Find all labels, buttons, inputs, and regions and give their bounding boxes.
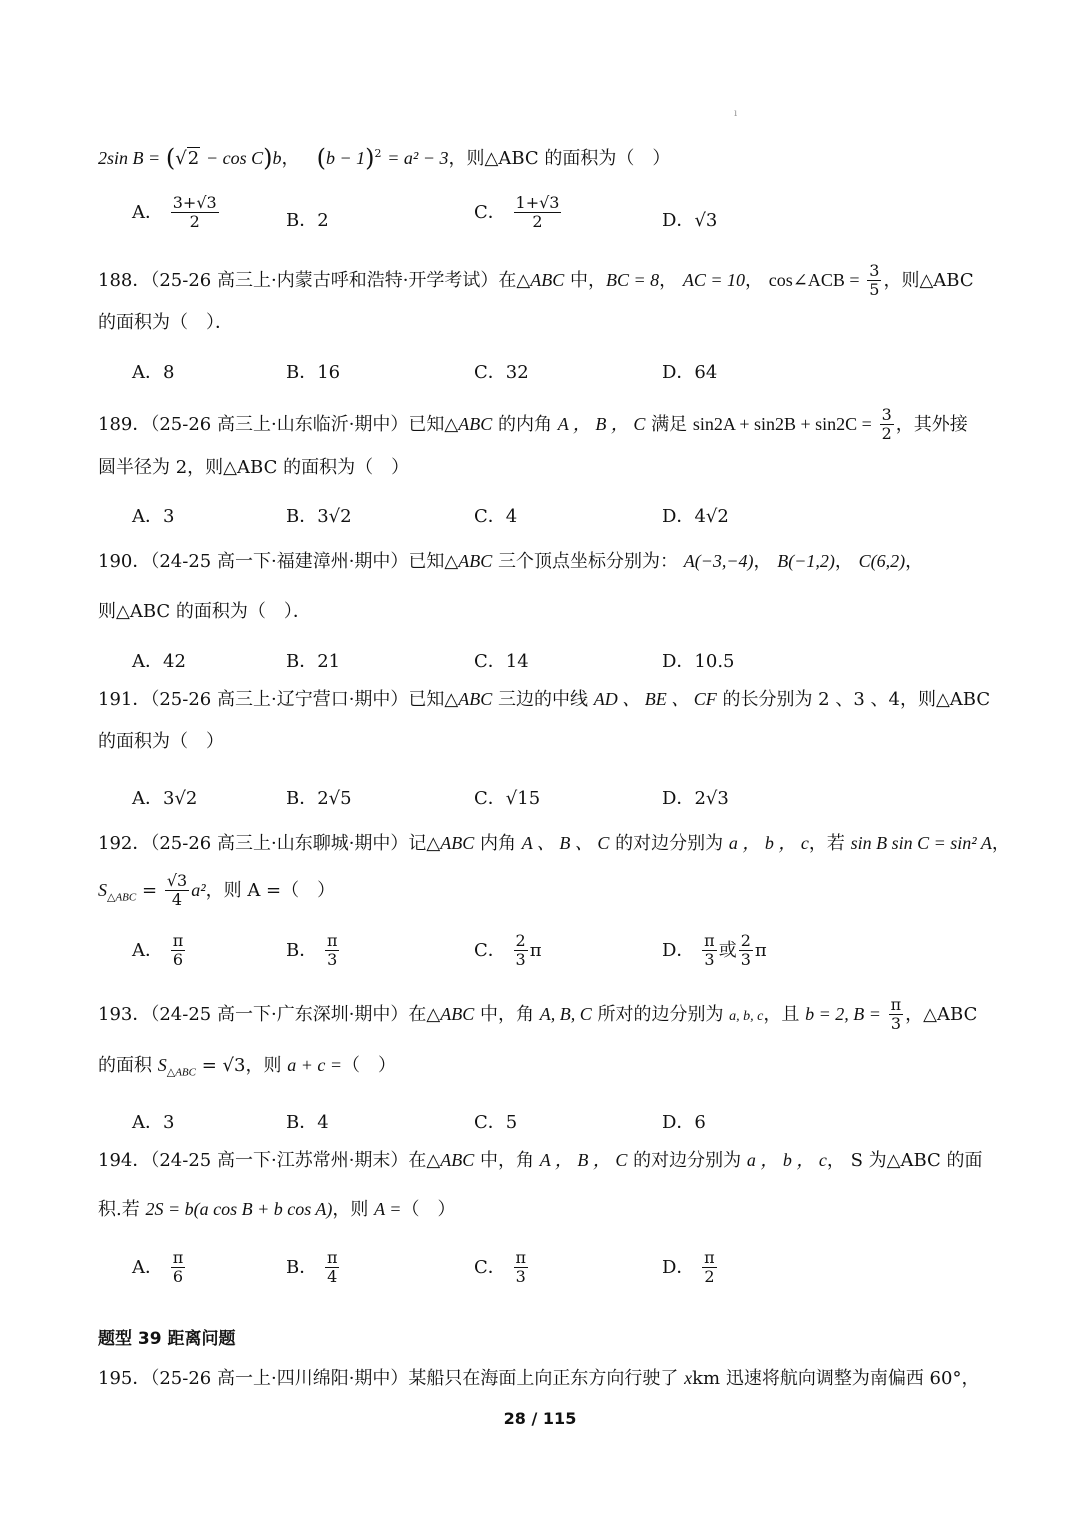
q188-option-d[interactable]: D．64 [662, 362, 718, 383]
q187-option-a[interactable]: A． $\frac{3+√3}{2}$ [132, 193, 217, 232]
q189-stem: 189．（25-26 高三上·山东临沂·期中）已知△ABC 的内角 A ， B ， C 满足 sin2A + sin2B + sin2C = $\frac{3}{2}$ ，其外接 [98, 405, 968, 444]
q192-option-c[interactable]: C． $\frac{2}{3}$ π [474, 931, 542, 970]
q188-option-a[interactable]: A．8 [132, 362, 175, 383]
q187-option-b[interactable]: B．2 [286, 210, 329, 231]
q194-stem: 194．（24-25 高一下·江苏常州·期末）在△ABC 中，角 A ， B ， C 的对边分别为 a ， b ， c， S 为△ABC 的面 [98, 1150, 983, 1171]
q193-option-b[interactable]: B．4 [286, 1112, 329, 1133]
q193-stem-line2: 的面积 $S_{\triangle ABC} = √3$，则 a + c =（ ） [98, 1055, 396, 1079]
q193-option-a[interactable]: A．3 [132, 1112, 175, 1133]
q190-option-b[interactable]: B．21 [286, 651, 341, 672]
q189-option-b[interactable]: B．3√2 [286, 506, 352, 527]
q194-stem-line2: 积.若 2S = b(a cos B + b cos A)，则 A =（ ） [98, 1199, 456, 1220]
q194-option-d[interactable]: D． $\frac{\pi}{2}$ [662, 1248, 715, 1287]
page-number: 28 / 115 [503, 1409, 577, 1428]
q190-stem: 190．（24-25 高一下·福建漳州·期中）已知△ABC 三个顶点坐标分别为： A(−3,−4)， B(−1,2)， C(6,2)， [98, 551, 924, 572]
q190-option-a[interactable]: A．42 [132, 651, 186, 672]
q191-option-c[interactable]: C．√15 [474, 788, 541, 809]
q188-stem-line2: 的面积为（ ）． [98, 312, 233, 333]
q191-option-a[interactable]: A．3√2 [132, 788, 198, 809]
q194-option-c[interactable]: C． $\frac{\pi}{3}$ [474, 1248, 527, 1287]
q190-option-c[interactable]: C．14 [474, 651, 529, 672]
q188-option-c[interactable]: C．32 [474, 362, 529, 383]
q193-option-c[interactable]: C．5 [474, 1112, 518, 1133]
q190-stem-line2: 则△ABC 的面积为（ ）． [98, 601, 311, 622]
q187-condition: 2sin B = (√2 − cos C)b， $(b - 1)^2 = a^2 - 3$，则△ABC 的面积为（ ） [98, 144, 671, 172]
q192-stem-line2: $S_{\triangle ABC}$ = $\frac{√3}{4}$ a²，则 A =（ ） [98, 871, 336, 910]
q195-stem: 195．（25-26 高一上·四川绵阳·期中）某船只在海面上向正东方向行驶了 xkm 迅速将航向调整为南偏西 60°， [98, 1368, 980, 1389]
q187-option-d[interactable]: D．√3 [662, 210, 718, 231]
q192-option-b[interactable]: B． $\frac{\pi}{3}$ [286, 931, 338, 970]
q188-stem: 188．（25-26 高三上·内蒙古呼和浩特·开学考试）在△ABC 中，BC = 8， AC = 10， cos∠ACB = $\frac{3}{5}$ ，则△ABC [98, 261, 974, 300]
q189-stem-line2: 圆半径为 2，则△ABC 的面积为（ ） [98, 457, 410, 478]
q192-stem: 192．（25-26 高三上·山东聊城·期中）记△ABC 内角 A 、 B 、 C 的对边分别为 a ， b ， c，若 sin B sin C = sin² A， [98, 833, 1010, 854]
q191-stem-line2: 的面积为（ ） [98, 731, 224, 752]
q189-option-d[interactable]: D．4√2 [662, 506, 729, 527]
q192-option-a[interactable]: A． $\frac{\pi}{6}$ [132, 931, 184, 970]
section-heading: 题型 39 距离问题 [98, 1329, 236, 1349]
page-mark: ı [734, 108, 738, 119]
q194-option-a[interactable]: A． $\frac{\pi}{6}$ [132, 1248, 184, 1287]
q191-option-d[interactable]: D．2√3 [662, 788, 729, 809]
q194-option-b[interactable]: B． $\frac{\pi}{4}$ [286, 1248, 338, 1287]
q191-option-b[interactable]: B．2√5 [286, 788, 352, 809]
q189-option-a[interactable]: A．3 [132, 506, 175, 527]
q189-option-c[interactable]: C．4 [474, 506, 518, 527]
q190-option-d[interactable]: D．10.5 [662, 651, 735, 672]
q193-stem: 193．（24-25 高一下·广东深圳·期中）在△ABC 中，角 A, B, C 所对的边分别为 a, b, c，且 b = 2, B = $\frac{\pi}{3}$ ，△ABC [98, 995, 978, 1034]
q187-option-c[interactable]: C． $\frac{1+√3}{2}$ [474, 193, 560, 232]
q192-option-d[interactable]: D． $\frac{\pi}{3}$ 或 $\frac{2}{3}$ π [662, 931, 767, 970]
q193-option-d[interactable]: D．6 [662, 1112, 706, 1133]
q191-stem: 191．（25-26 高三上·辽宁营口·期中）已知△ABC 三边的中线 AD 、 BE 、 CF 的长分别为 2 、3 、4，则△ABC [98, 689, 991, 710]
q188-option-b[interactable]: B．16 [286, 362, 341, 383]
